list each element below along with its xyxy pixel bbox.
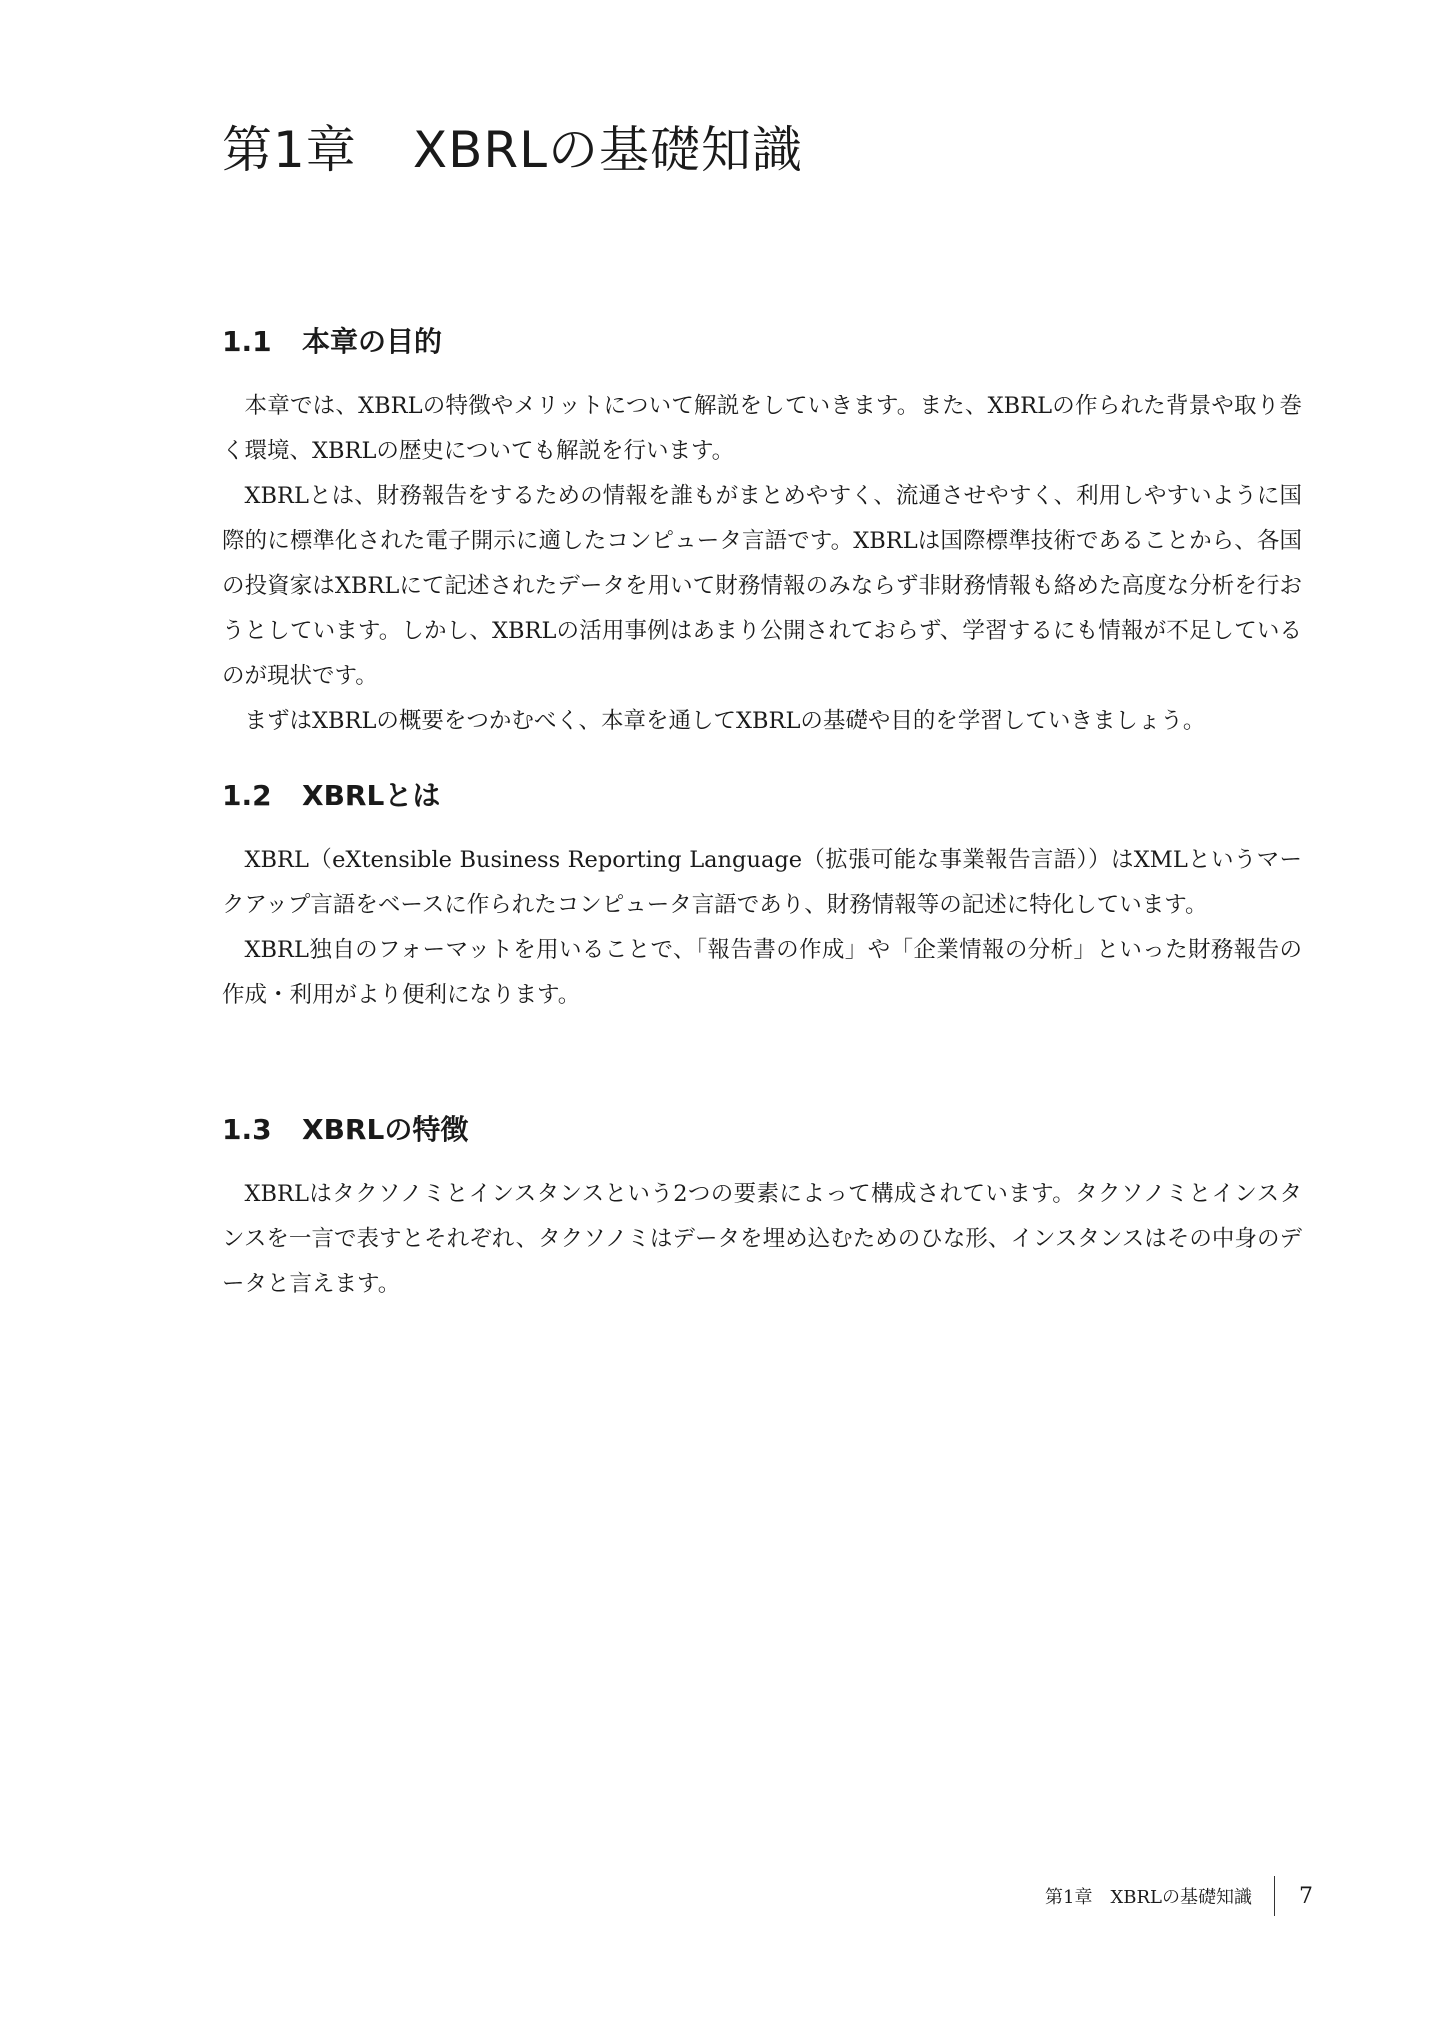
section-title: XBRLとは [302, 779, 441, 812]
section-xbrl-features [222, 1110, 1302, 1307]
paragraph: 本章では、XBRLの特徴やメリットについて解説をしていきます。また、XBRLの作られた背景や取り巻く環境、XBRLの歴史についても解説を行います。 [222, 393, 1302, 464]
section-title: XBRLの特徴 [302, 1113, 469, 1146]
page-number: 7 [1299, 1883, 1313, 1909]
section-heading [222, 322, 1302, 362]
section-heading [222, 1110, 1302, 1150]
section-heading [222, 776, 1302, 816]
section-body [222, 838, 1302, 1018]
paragraph: まずはXBRLの概要をつかむべく、本章を通してXBRLの基礎や目的を学習していきましょう。 [244, 708, 1206, 734]
paragraph: XBRLとは、財務報告をするための情報を誰もがまとめやすく、流通させやすく、利用しやすいように国際的に標準化された電子開示に適したコンピュータ言語です。XBRLは国際標準技術であることから、各国の投資家はXBRLにて記述されたデータを用いて財務情報のみならず非財務情報も絡めた高度な分析を行おうとしています。しかし、XBRLの活用事例はあまり公開されておらず、学習するにも情報が不足しているのが現状です。 [222, 483, 1302, 689]
paragraph: XBRL（eXtensible Business Reporting Language（拡張可能な事業報告言語））はXMLというマークアップ言語をベースに作られたコンピュータ言語であり、財務情報等の記述に特化しています。 [222, 847, 1302, 918]
section-purpose [222, 322, 1302, 744]
page-footer [1045, 1876, 1313, 1916]
chapter-title [222, 110, 803, 190]
paragraph: XBRLはタクソノミとインスタンスという2つの要素によって構成されています。タクソノミとインスタンスを一言で表すとそれぞれ、タクソノミはデータを埋め込むためのひな形、インスタンスはその中身のデータと言えます。 [222, 1181, 1302, 1297]
section-what-is-xbrl [222, 776, 1302, 1018]
section-number: 1.1 [222, 325, 272, 358]
paragraph: XBRL独自のフォーマットを用いることで、「報告書の作成」や「企業情報の分析」といった財務報告の作成・利用がより便利になります。 [222, 937, 1302, 1008]
section-body [222, 1172, 1302, 1307]
section-number: 1.2 [222, 779, 272, 812]
section-number: 1.3 [222, 1113, 272, 1146]
section-title: 本章の目的 [302, 325, 443, 358]
chapter-name: XBRLの基礎知識 [412, 121, 803, 179]
section-body [222, 384, 1302, 744]
running-title: 第1章 XBRLの基礎知識 [1045, 1887, 1252, 1908]
chapter-number: 第1章 [222, 121, 357, 179]
